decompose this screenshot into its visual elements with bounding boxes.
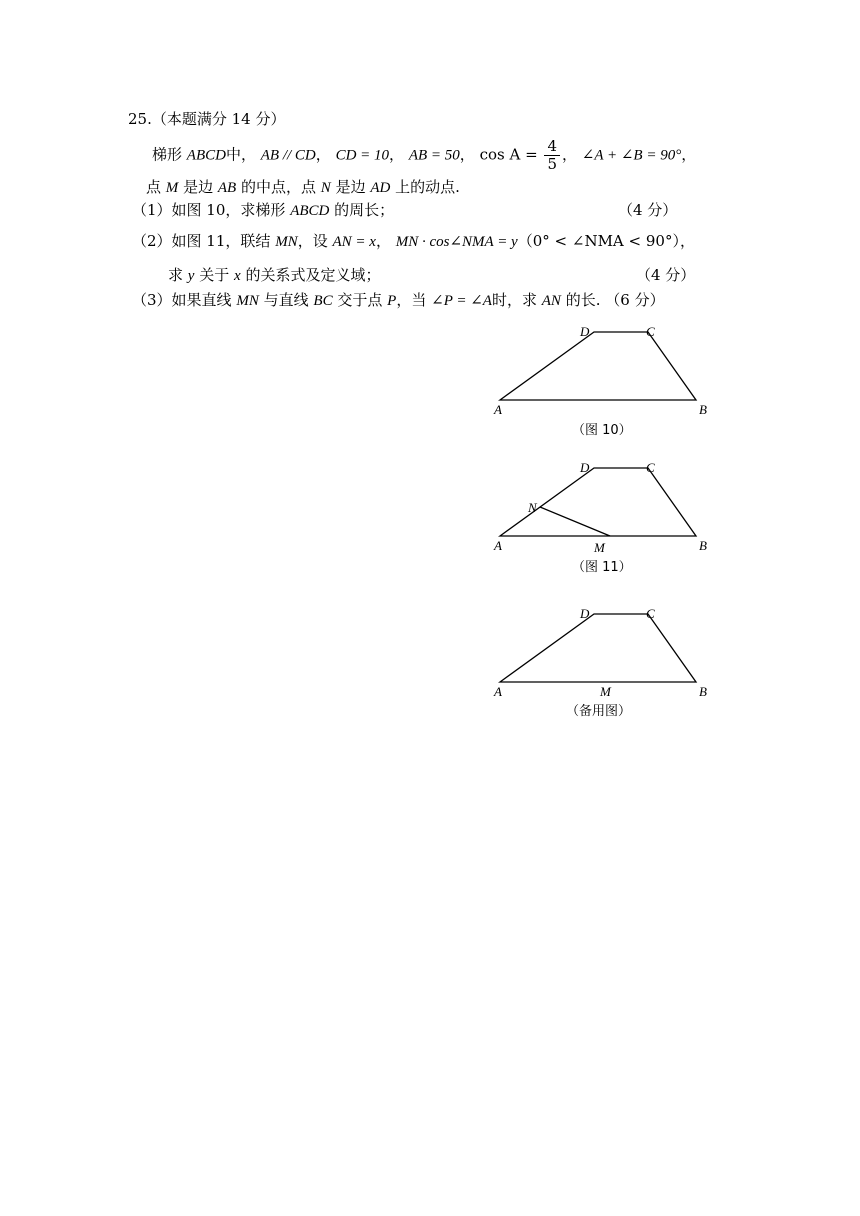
stem-text: ， xyxy=(459,145,475,164)
figure-spare xyxy=(493,606,707,719)
question-3 xyxy=(132,289,665,310)
stem-ab: AB = 50 xyxy=(408,147,460,164)
q3-bc: BC xyxy=(313,293,333,309)
stem2-m: M xyxy=(165,180,179,196)
label-a: A xyxy=(494,538,502,553)
question-2 xyxy=(132,230,695,251)
stem-text: ， xyxy=(389,145,405,164)
q3-p: P xyxy=(387,293,397,309)
q1-abcd: ABCD xyxy=(290,203,330,219)
label-d: D xyxy=(580,606,590,621)
q2-mn: MN xyxy=(275,234,298,250)
stem2-text: 是边 xyxy=(183,178,214,196)
stem-text: ， xyxy=(681,145,697,164)
q3-cond: ∠P = ∠A xyxy=(431,293,492,309)
figure-caption: （备用图） xyxy=(566,704,632,719)
q3-score: （6 分） xyxy=(605,291,665,309)
stem2-ab: AB xyxy=(217,180,237,196)
fraction-numerator: 4 xyxy=(544,138,560,156)
q2-line2-text: 求 xyxy=(168,266,184,284)
label-b: B xyxy=(699,684,707,699)
figure-10 xyxy=(493,324,707,438)
stem2-text: 的中点，点 xyxy=(240,178,316,196)
label-n: N xyxy=(528,500,537,515)
figure-11 xyxy=(493,460,707,575)
label-b: B xyxy=(699,402,707,417)
q2-line2-text: 关于 xyxy=(199,266,230,284)
label-d: D xyxy=(580,460,590,475)
label-c: C xyxy=(646,606,655,621)
q3-text: 的长. xyxy=(565,291,601,309)
q3-text: 时，求 xyxy=(491,291,537,309)
q3-text: ，当 xyxy=(396,291,427,309)
stem-abcd: ABCD xyxy=(186,147,226,164)
segment-nm xyxy=(540,507,610,536)
q2-range: （0° < ∠NMA < 90°）， xyxy=(517,232,695,250)
stem-fraction xyxy=(544,138,560,173)
stem-text: ， xyxy=(315,145,331,164)
stem2-text: 是边 xyxy=(335,178,366,196)
label-m: M xyxy=(594,540,605,555)
stem-angle-sum: ∠A + ∠B = 90° xyxy=(581,147,682,164)
figure-caption: （图 10） xyxy=(572,423,632,438)
problem-stem-line1 xyxy=(152,138,696,173)
label-c: C xyxy=(646,460,655,475)
question-2-line2 xyxy=(168,264,381,285)
q2-text: ， xyxy=(375,232,391,250)
stem-parallel: AB // CD xyxy=(260,147,316,164)
stem2-text: 点 xyxy=(146,178,162,196)
q1-prefix: （1）如图 10，求梯形 xyxy=(132,201,286,219)
problem-stem-line2 xyxy=(146,176,460,197)
q3-text: 交于点 xyxy=(337,291,383,309)
trapezoid-abcd xyxy=(500,614,696,682)
label-m: M xyxy=(600,684,611,699)
q2-prefix: （2）如图 11，联结 xyxy=(132,232,271,250)
stem-cos: cos A = xyxy=(479,145,538,164)
figure-caption: （图 11） xyxy=(572,560,632,575)
q2-score: （4 分） xyxy=(636,266,696,284)
q2-x: x xyxy=(234,268,241,284)
label-c: C xyxy=(646,324,655,339)
label-a: A xyxy=(494,402,502,417)
q1-suffix: 的周长； xyxy=(334,201,395,219)
label-d: D xyxy=(580,324,590,339)
q2-line2-text: 的关系式及定义域； xyxy=(245,266,381,284)
problem-header: 25.（本题满分 14 分） xyxy=(128,110,286,128)
q2-an-eq: AN = x xyxy=(332,234,376,250)
q2-text: ，设 xyxy=(297,232,328,250)
q2-expr: MN · cos∠NMA = y xyxy=(395,234,518,250)
q3-prefix: （3）如果直线 xyxy=(132,291,232,309)
question-1 xyxy=(132,199,394,220)
q1-score: （4 分） xyxy=(618,201,678,219)
figures-container xyxy=(480,318,740,728)
stem-cd: CD = 10 xyxy=(335,147,390,164)
q3-text: 与直线 xyxy=(263,291,309,309)
q2-y: y xyxy=(187,268,195,284)
trapezoid-abcd xyxy=(500,332,696,400)
stem-text: 中， xyxy=(225,145,256,164)
label-b: B xyxy=(699,538,707,553)
q3-an: AN xyxy=(541,293,561,309)
stem-text: ， xyxy=(561,145,577,164)
fraction-denominator: 5 xyxy=(547,155,557,173)
stem2-ad: AD xyxy=(370,180,391,196)
stem2-text: 上的动点. xyxy=(395,178,460,196)
q3-mn: MN xyxy=(236,293,259,309)
label-a: A xyxy=(494,684,502,699)
stem-text: 梯形 xyxy=(152,145,183,164)
stem2-n: N xyxy=(320,180,331,196)
